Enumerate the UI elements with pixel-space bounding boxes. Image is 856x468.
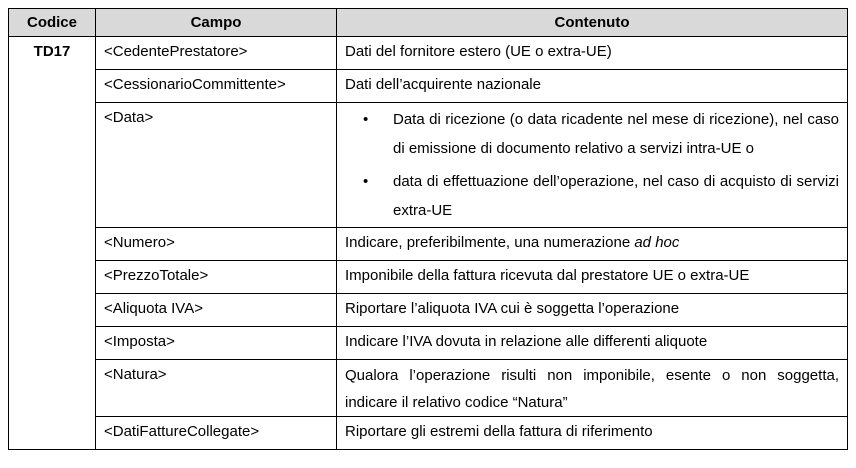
- bullet-icon: •: [363, 111, 369, 128]
- header-code: Codice: [9, 9, 96, 37]
- field-cell: <Natura>: [96, 360, 337, 417]
- table-row: [9, 103, 848, 228]
- content-cell: Dati dell’acquirente nazionale: [337, 70, 848, 103]
- bullet-text: data di effettuazione dell’operazione, nel caso di acquisto di servizi extra-UE: [393, 173, 839, 219]
- field-cell: <Imposta>: [96, 327, 337, 360]
- list-item: [345, 105, 839, 163]
- table-row: [9, 228, 848, 261]
- table-row: [9, 70, 848, 103]
- content-cell: [337, 228, 848, 261]
- content-text: Qualora l’operazione risulti non imponibile, esente o non soggetta, indicare il relativo codice “Natura”: [345, 367, 839, 411]
- field-cell: <DatiFattureCollegate>: [96, 417, 337, 450]
- list-item: [345, 167, 839, 225]
- content-cell: Indicare l’IVA dovuta in relazione alle differenti aliquote: [337, 327, 848, 360]
- content-italic-text: ad hoc: [634, 234, 680, 251]
- bullet-text: Data di ricezione (o data ricadente nel mese di ricezione), nel caso di emissione di documento relativo a servizi intra-UE o: [393, 111, 839, 157]
- codes-table: [8, 8, 848, 450]
- field-cell: <PrezzoTotale>: [96, 261, 337, 294]
- field-cell: <Data>: [96, 103, 337, 228]
- content-cell: [337, 103, 848, 228]
- bullet-icon: •: [363, 173, 369, 190]
- bullet-list: [345, 105, 839, 227]
- field-cell: <Numero>: [96, 228, 337, 261]
- table-row: [9, 360, 848, 417]
- field-cell: <CedentePrestatore>: [96, 37, 337, 70]
- header-row: [9, 9, 848, 37]
- content-cell: [337, 360, 848, 417]
- table-row: [9, 327, 848, 360]
- content-cell: Riportare gli estremi della fattura di riferimento: [337, 417, 848, 450]
- content-text: Indicare, preferibilmente, una numerazione: [345, 234, 635, 251]
- table-row: [9, 294, 848, 327]
- table-row: [9, 37, 848, 70]
- field-cell: <CessionarioCommittente>: [96, 70, 337, 103]
- table-row: [9, 417, 848, 450]
- table-row: [9, 261, 848, 294]
- header-content: Contenuto: [337, 9, 848, 37]
- field-cell: <Aliquota IVA>: [96, 294, 337, 327]
- content-cell: Dati del fornitore estero (UE o extra-UE): [337, 37, 848, 70]
- content-cell: Riportare l’aliquota IVA cui è soggetta l’operazione: [337, 294, 848, 327]
- content-cell: Imponibile della fattura ricevuta dal prestatore UE o extra-UE: [337, 261, 848, 294]
- header-field: Campo: [96, 9, 337, 37]
- document-type-code: TD17: [9, 37, 96, 450]
